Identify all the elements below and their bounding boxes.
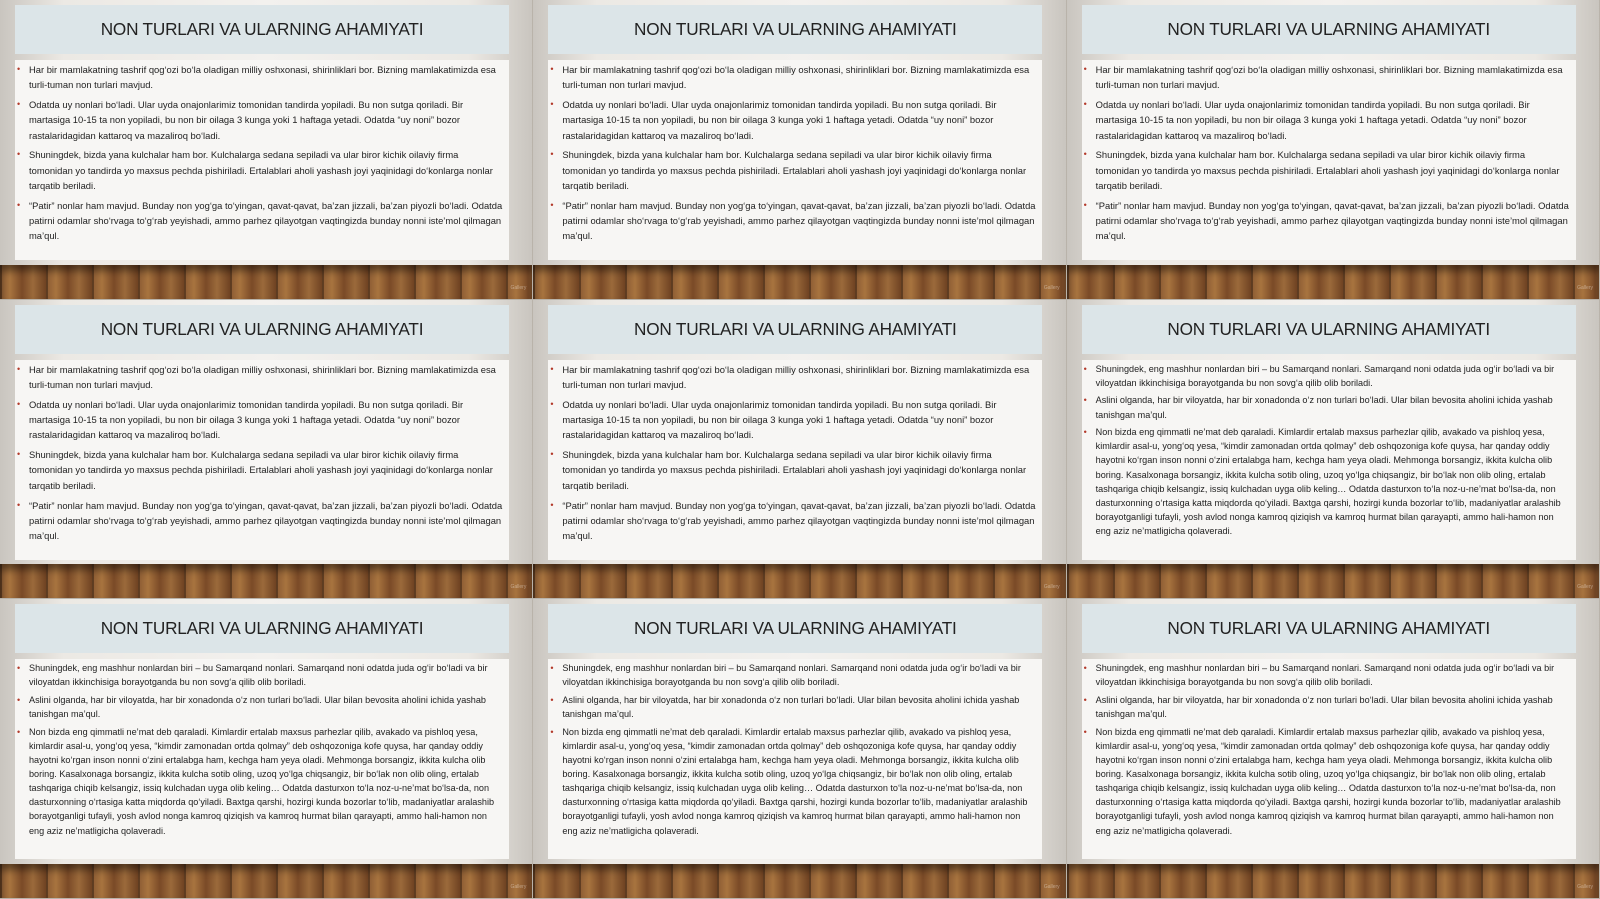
watermark-text: Gallery: [1043, 883, 1060, 890]
slide-title-box: [15, 305, 509, 354]
slide-title: NON TURLARI VA ULARNING AHAMIYATI: [1167, 618, 1490, 639]
slide-title: NON TURLARI VA ULARNING AHAMIYATI: [1167, 318, 1490, 339]
slide-thumbnail[interactable]: [0, 300, 533, 600]
slide-title-box: [1082, 5, 1576, 54]
bullet-item: • Har bir mamlakatning tashrif qog‘ozi bo‘la oladigan milliy oshxonasi, shirinliklari bor. Bizning mamlakatimizda esa turli-tuman non turlari mavjud.: [1092, 62, 1570, 93]
slide-thumbnail[interactable]: [533, 300, 1066, 600]
bullet-item: • Har bir mamlakatning tashrif qog‘ozi bo‘la oladigan milliy oshxonasi, shirinliklari bor. Bizning mamlakatimizda esa turli-tuman non turlari mavjud.: [558, 362, 1036, 393]
bullet-item: • Har bir mamlakatning tashrif qog‘ozi bo‘la oladigan milliy oshxonasi, shirinliklari bor. Bizning mamlakatimizda esa turli-tuman non turlari mavjud.: [25, 62, 503, 93]
slide-body: [548, 659, 1042, 859]
slide-body: [1082, 60, 1576, 260]
wood-floor-background: [533, 564, 1065, 598]
slide-title: NON TURLARI VA ULARNING AHAMIYATI: [1167, 19, 1490, 39]
watermark-text: Gallery: [1043, 584, 1060, 591]
wood-floor-background: [1067, 564, 1599, 598]
slide-title: NON TURLARI VA ULARNING AHAMIYATI: [100, 19, 424, 39]
slide-body: [15, 659, 509, 859]
bullet-item: • Aslini olganda, har bir viloyatda, har bir xonadonda o‘z non turlari bo‘ladi. Ular bilan bevosita aholini ichida yashab tanishgan ma’qul.: [1092, 393, 1570, 421]
slide-body: [15, 60, 509, 260]
wood-floor-background: [0, 265, 532, 299]
wood-floor-background: [0, 864, 532, 898]
bullet-list: [1092, 62, 1570, 244]
slide-title-box: [1082, 604, 1576, 653]
slide-body: [548, 60, 1042, 260]
slide-thumbnail[interactable]: [1067, 599, 1600, 899]
watermark-text: Gallery: [510, 883, 527, 890]
wood-floor-background: [0, 564, 532, 598]
bullet-list: [25, 62, 503, 244]
slide-body: [1082, 659, 1576, 859]
watermark-text: Gallery: [510, 284, 527, 291]
slide-thumbnail[interactable]: [0, 599, 533, 899]
wood-floor-background: [1067, 265, 1599, 299]
bullet-item: • Odatda uy nonlari bo‘ladi. Ular uyda onajonlarimiz tomonidan tandirda yopiladi. Bu non sutga qoriladi. Bir martasiga 10-15 ta non yopiladi, bu non bir oilaga 3 kunga yoki 1 haftaga yetadi. Odatda “uy noni” bozor rastalaridagidan kattaroq va mazaliroq bo‘ladi.: [558, 397, 1036, 443]
bullet-item: • Har bir mamlakatning tashrif qog‘ozi bo‘la oladigan milliy oshxonasi, shirinliklari bor. Bizning mamlakatimizda esa turli-tuman non turlari mavjud.: [25, 362, 503, 393]
bullet-item: • Shuningdek, eng mashhur nonlardan biri – bu Samarqand nonlari. Samarqand noni odatda juda og‘ir bo‘ladi va bir viloyatdan ikkinchisiga borayotganda bu non sovg‘a qilib olib boriladi.: [25, 661, 503, 689]
bullet-item: • Shuningdek, eng mashhur nonlardan biri – bu Samarqand nonlari. Samarqand noni odatda juda og‘ir bo‘ladi va bir viloyatdan ikkinchisiga borayotganda bu non sovg‘a qilib olib boriladi.: [558, 661, 1036, 689]
wood-floor-background: [1067, 864, 1599, 898]
bullet-list: [558, 362, 1036, 544]
bullet-item: • Non bizda eng qimmatli ne’mat deb qaraladi. Kimlardir ertalab maxsus parhezlar qilib, avakado va pishloq yesa, kimlardir asal-u, yong‘oq yesa, “kimdir zamonadan ortda qolmay” deb oshqozoniga kofe quysa, har qanday oddiy hayotni ko‘rgan inson nonni o‘zini ertalabga ham, kechga ham yeya oladi. Mehmonga borsangiz, ikkita kulcha olib boring. Kasalxonaga borsangiz, ikkita kulcha sotib oling, uzoq yo‘lga chiqsangiz, bir bo‘lak non olib oling, ertalab tashqariga chiqib kelsangiz, issiq kulchadan uyga olib keling… Odatda dasturxon to‘la noz-u-ne’mat bo‘lsa-da, non dasturxonning o‘rtasiga katta miqdorda qo‘yiladi. Baxtga qarshi, hozirgi kunda bozorlar to‘lib, madaniyatlar aralashib borayotganligi tufayli, yosh avlod nonga kamroq qiziqish va kamroq hurmat bilan qarayapti, ammo hali-hamon non eng aziz ne’matligicha qolaveradi.: [1092, 425, 1570, 538]
watermark-text: Gallery: [510, 584, 527, 591]
slide-title-box: [15, 5, 509, 54]
slide-thumbnail[interactable]: [1067, 300, 1600, 600]
slide-title-box: [548, 604, 1042, 653]
slide-title-box: [548, 5, 1042, 54]
bullet-item: • Aslini olganda, har bir viloyatda, har bir xonadonda o‘z non turlari bo‘ladi. Ular bilan bevosita aholini ichida yashab tanishgan ma’qul.: [558, 693, 1036, 721]
bullet-item: • Har bir mamlakatning tashrif qog‘ozi bo‘la oladigan milliy oshxonasi, shirinliklari bor. Bizning mamlakatimizda esa turli-tuman non turlari mavjud.: [558, 62, 1036, 93]
slide-title: NON TURLARI VA ULARNING AHAMIYATI: [100, 618, 424, 639]
slide-thumbnail[interactable]: [533, 599, 1066, 899]
bullet-item: • Shuningdek, bizda yana kulchalar ham bor. Kulchalarga sedana sepiladi va ular biror kichik oilaviy firma tomonidan yo tandirda yo maxsus pechda pishiriladi. Ertalablari aholi yashash joyi yaqinidagi do‘konlarga nonlar tarqatib beriladi.: [25, 447, 503, 493]
bullet-item: • Odatda uy nonlari bo‘ladi. Ular uyda onajonlarimiz tomonidan tandirda yopiladi. Bu non sutga qoriladi. Bir martasiga 10-15 ta non yopiladi, bu non bir oilaga 3 kunga yoki 1 haftaga yetadi. Odatda “uy noni” bozor rastalaridagidan kattaroq va mazaliroq bo‘ladi.: [1092, 97, 1570, 143]
watermark-text: Gallery: [1577, 883, 1593, 890]
slide-title-box: [15, 604, 509, 653]
bullet-item: • Shuningdek, bizda yana kulchalar ham bor. Kulchalarga sedana sepiladi va ular biror kichik oilaviy firma tomonidan yo tandirda yo maxsus pechda pishiriladi. Ertalablari aholi yashash joyi yaqinidagi do‘konlarga nonlar tarqatib beriladi.: [1092, 147, 1570, 193]
slide-title: NON TURLARI VA ULARNING AHAMIYATI: [634, 318, 957, 339]
bullet-item: • Odatda uy nonlari bo‘ladi. Ular uyda onajonlarimiz tomonidan tandirda yopiladi. Bu non sutga qoriladi. Bir martasiga 10-15 ta non yopiladi, bu non bir oilaga 3 kunga yoki 1 haftaga yetadi. Odatda “uy noni” bozor rastalaridagidan kattaroq va mazaliroq bo‘ladi.: [558, 97, 1036, 143]
slide-body: [15, 360, 509, 560]
bullet-item: • Shuningdek, eng mashhur nonlardan biri – bu Samarqand nonlari. Samarqand noni odatda juda og‘ir bo‘ladi va bir viloyatdan ikkinchisiga borayotganda bu non sovg‘a qilib olib boriladi.: [1092, 362, 1570, 390]
slide-thumbnail[interactable]: [0, 0, 533, 300]
slide-title: NON TURLARI VA ULARNING AHAMIYATI: [634, 618, 957, 639]
wood-floor-background: [533, 265, 1065, 299]
bullet-item: • Odatda uy nonlari bo‘ladi. Ular uyda onajonlarimiz tomonidan tandirda yopiladi. Bu non sutga qoriladi. Bir martasiga 10-15 ta non yopiladi, bu non bir oilaga 3 kunga yoki 1 haftaga yetadi. Odatda “uy noni” bozor rastalaridagidan kattaroq va mazaliroq bo‘ladi.: [25, 397, 503, 443]
bullet-item: • Aslini olganda, har bir viloyatda, har bir xonadonda o‘z non turlari bo‘ladi. Ular bilan bevosita aholini ichida yashab tanishgan ma’qul.: [1092, 693, 1570, 721]
bullet-list: [25, 362, 503, 544]
slide-body: [1082, 360, 1576, 560]
slide-body: [548, 360, 1042, 560]
bullet-item: • Shuningdek, eng mashhur nonlardan biri – bu Samarqand nonlari. Samarqand noni odatda juda og‘ir bo‘ladi va bir viloyatdan ikkinchisiga borayotganda bu non sovg‘a qilib olib boriladi.: [1092, 661, 1570, 689]
bullet-item: • “Patir” nonlar ham mavjud. Bunday non yog‘ga to‘yingan, qavat-qavat, ba’zan jizzali, ba’zan piyozli bo‘ladi. Odatda patirni odamlar sho‘rvaga to‘g‘rab yeyishadi, ammo parhez qilayotgan vaqtingizda bunday nonni iste’mol qilmagan ma’qul.: [558, 198, 1036, 244]
bullet-list: [1092, 661, 1570, 837]
bullet-item: • “Patir” nonlar ham mavjud. Bunday non yog‘ga to‘yingan, qavat-qavat, ba’zan jizzali, ba’zan piyozli bo‘ladi. Odatda patirni odamlar sho‘rvaga to‘g‘rab yeyishadi, ammo parhez qilayotgan vaqtingizda bunday nonni iste’mol qilmagan ma’qul.: [1092, 198, 1570, 244]
slide-thumbnail[interactable]: [533, 0, 1066, 300]
bullet-item: • Shuningdek, bizda yana kulchalar ham bor. Kulchalarga sedana sepiladi va ular biror kichik oilaviy firma tomonidan yo tandirda yo maxsus pechda pishiriladi. Ertalablari aholi yashash joyi yaqinidagi do‘konlarga nonlar tarqatib beriladi.: [558, 447, 1036, 493]
bullet-list: [25, 661, 503, 837]
bullet-item: • Odatda uy nonlari bo‘ladi. Ular uyda onajonlarimiz tomonidan tandirda yopiladi. Bu non sutga qoriladi. Bir martasiga 10-15 ta non yopiladi, bu non bir oilaga 3 kunga yoki 1 haftaga yetadi. Odatda “uy noni” bozor rastalaridagidan kattaroq va mazaliroq bo‘ladi.: [25, 97, 503, 143]
slide-title: NON TURLARI VA ULARNING AHAMIYATI: [634, 19, 957, 39]
slide-thumbnail[interactable]: [1067, 0, 1600, 300]
bullet-item: • Shuningdek, bizda yana kulchalar ham bor. Kulchalarga sedana sepiladi va ular biror kichik oilaviy firma tomonidan yo tandirda yo maxsus pechda pishiriladi. Ertalablari aholi yashash joyi yaqinidagi do‘konlarga nonlar tarqatib beriladi.: [558, 147, 1036, 193]
bullet-list: [1092, 362, 1570, 538]
bullet-item: • “Patir” nonlar ham mavjud. Bunday non yog‘ga to‘yingan, qavat-qavat, ba’zan jizzali, ba’zan piyozli bo‘ladi. Odatda patirni odamlar sho‘rvaga to‘g‘rab yeyishadi, ammo parhez qilayotgan vaqtingizda bunday nonni iste’mol qilmagan ma’qul.: [25, 198, 503, 244]
watermark-text: Gallery: [1043, 284, 1060, 291]
slide-title-box: [1082, 305, 1576, 354]
bullet-item: • Aslini olganda, har bir viloyatda, har bir xonadonda o‘z non turlari bo‘ladi. Ular bilan bevosita aholini ichida yashab tanishgan ma’qul.: [25, 693, 503, 721]
bullet-item: • Non bizda eng qimmatli ne’mat deb qaraladi. Kimlardir ertalab maxsus parhezlar qilib, avakado va pishloq yesa, kimlardir asal-u, yong‘oq yesa, “kimdir zamonadan ortda qolmay” deb oshqozoniga kofe quysa, har qanday oddiy hayotni ko‘rgan inson nonni o‘zini ertalabga ham, kechga ham yeya oladi. Mehmonga borsangiz, ikkita kulcha olib boring. Kasalxonaga borsangiz, ikkita kulcha sotib oling, uzoq yo‘lga chiqsangiz, bir bo‘lak non olib oling, ertalab tashqariga chiqib kelsangiz, issiq kulchadan uyga olib keling… Odatda dasturxon to‘la noz-u-ne’mat bo‘lsa-da, non dasturxonning o‘rtasiga katta miqdorda qo‘yiladi. Baxtga qarshi, hozirgi kunda bozorlar to‘lib, madaniyatlar aralashib borayotganligi tufayli, yosh avlod nonga kamroq qiziqish va kamroq hurmat bilan qarayapti, ammo hali-hamon non eng aziz ne’matligicha qolaveradi.: [1092, 725, 1570, 838]
bullet-item: • “Patir” nonlar ham mavjud. Bunday non yog‘ga to‘yingan, qavat-qavat, ba’zan jizzali, ba’zan piyozli bo‘ladi. Odatda patirni odamlar sho‘rvaga to‘g‘rab yeyishadi, ammo parhez qilayotgan vaqtingizda bunday nonni iste’mol qilmagan ma’qul.: [558, 498, 1036, 544]
bullet-item: • Non bizda eng qimmatli ne’mat deb qaraladi. Kimlardir ertalab maxsus parhezlar qilib, avakado va pishloq yesa, kimlardir asal-u, yong‘oq yesa, “kimdir zamonadan ortda qolmay” deb oshqozoniga kofe quysa, har qanday oddiy hayotni ko‘rgan inson nonni o‘zini ertalabga ham, kechga ham yeya oladi. Mehmonga borsangiz, ikkita kulcha olib boring. Kasalxonaga borsangiz, ikkita kulcha sotib oling, uzoq yo‘lga chiqsangiz, bir bo‘lak non olib oling, ertalab tashqariga chiqib kelsangiz, issiq kulchadan uyga olib keling… Odatda dasturxon to‘la noz-u-ne’mat bo‘lsa-da, non dasturxonning o‘rtasiga katta miqdorda qo‘yiladi. Baxtga qarshi, hozirgi kunda bozorlar to‘lib, madaniyatlar aralashib borayotganligi tufayli, yosh avlod nonga kamroq qiziqish va kamroq hurmat bilan qarayapti, ammo hali-hamon non eng aziz ne’matligicha qolaveradi.: [25, 725, 503, 838]
wood-floor-background: [533, 864, 1065, 898]
slide-title-box: [548, 305, 1042, 354]
slide-title: NON TURLARI VA ULARNING AHAMIYATI: [100, 318, 424, 339]
bullet-list: [558, 62, 1036, 244]
watermark-text: Gallery: [1577, 584, 1593, 591]
watermark-text: Gallery: [1577, 284, 1593, 291]
bullet-item: • Non bizda eng qimmatli ne’mat deb qaraladi. Kimlardir ertalab maxsus parhezlar qilib, avakado va pishloq yesa, kimlardir asal-u, yong‘oq yesa, “kimdir zamonadan ortda qolmay” deb oshqozoniga kofe quysa, har qanday oddiy hayotni ko‘rgan inson nonni o‘zini ertalabga ham, kechga ham yeya oladi. Mehmonga borsangiz, ikkita kulcha olib boring. Kasalxonaga borsangiz, ikkita kulcha sotib oling, uzoq yo‘lga chiqsangiz, bir bo‘lak non olib oling, ertalab tashqariga chiqib kelsangiz, issiq kulchadan uyga olib keling… Odatda dasturxon to‘la noz-u-ne’mat bo‘lsa-da, non dasturxonning o‘rtasiga katta miqdorda qo‘yiladi. Baxtga qarshi, hozirgi kunda bozorlar to‘lib, madaniyatlar aralashib borayotganligi tufayli, yosh avlod nonga kamroq qiziqish va kamroq hurmat bilan qarayapti, ammo hali-hamon non eng aziz ne’matligicha qolaveradi.: [558, 725, 1036, 838]
bullet-item: • “Patir” nonlar ham mavjud. Bunday non yog‘ga to‘yingan, qavat-qavat, ba’zan jizzali, ba’zan piyozli bo‘ladi. Odatda patirni odamlar sho‘rvaga to‘g‘rab yeyishadi, ammo parhez qilayotgan vaqtingizda bunday nonni iste’mol qilmagan ma’qul.: [25, 498, 503, 544]
bullet-item: • Shuningdek, bizda yana kulchalar ham bor. Kulchalarga sedana sepiladi va ular biror kichik oilaviy firma tomonidan yo tandirda yo maxsus pechda pishiriladi. Ertalablari aholi yashash joyi yaqinidagi do‘konlarga nonlar tarqatib beriladi.: [25, 147, 503, 193]
bullet-list: [558, 661, 1036, 837]
